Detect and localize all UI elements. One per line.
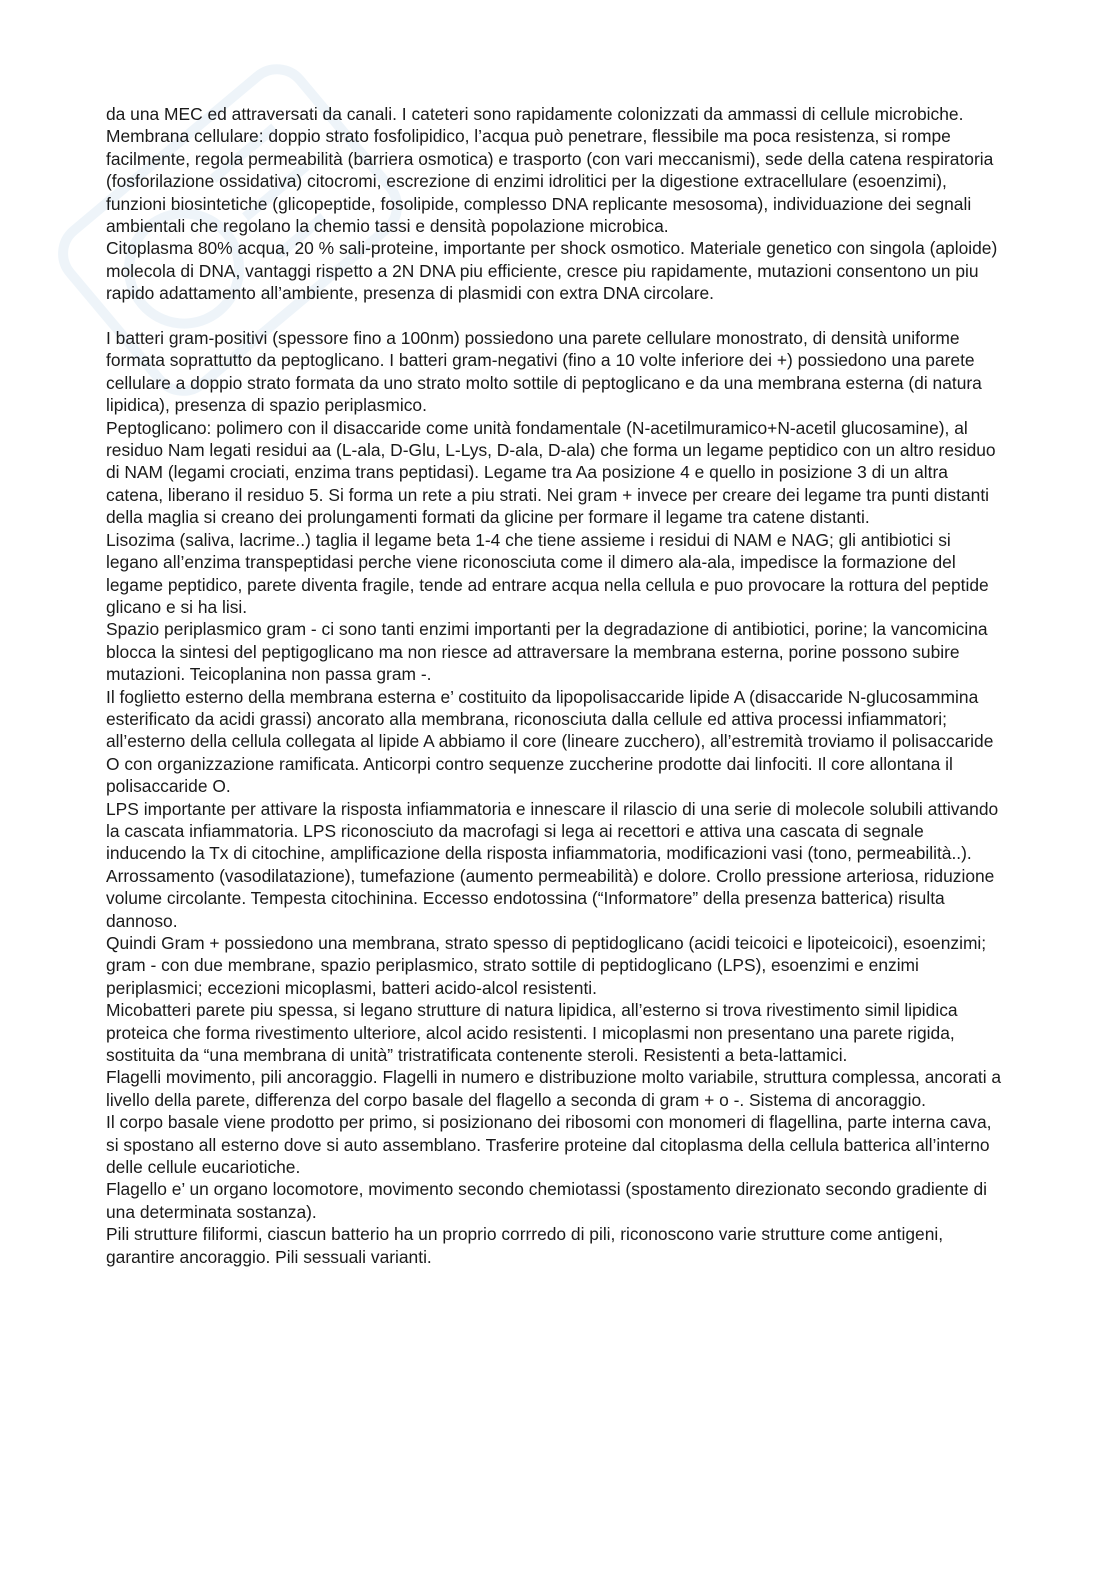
paragraph-lisozima: Lisozima (saliva, lacrime..) taglia il legame beta 1-4 che tiene assieme i residui di NAM e NAG; gli antibiotici si legano all’enzima transpeptidasi perche viene riconosciuta come il dimero ala-ala, impedisce la formazione del legame peptidico, parete diventa fragile, tende ad entrare acqua nella cellula e puo provocare la rottura del peptide glicano e si ha lisi.: [106, 529, 989, 617]
paragraph-peptoglicano: Peptoglicano: polimero con il disaccaride come unità fondamentale (N-acetilmuramico+N-acetil glucosamine), al residuo Nam legati residui aa (L-ala, D-Glu, L-Lys, D-ala, D-ala) che forma un legame peptidico con un altro residuo di NAM (legami crociati, enzima trans peptidasi). Legame tra Aa posizione 4 e quello in posizione 3 di un altra catena, liberano il residuo 5. Si forma un rete a piu strati. Nei gram + invece per creare dei legame tra punti distanti della maglia si creano dei prolungamenti formati da glicine per formare il legame tra catene distanti.: [106, 417, 996, 528]
paragraph-spazio-periplasmico: Spazio periplasmico gram - ci sono tanti enzimi importanti per la degradazione di antibiotici, porine; la vancomicina blocca la sintesi del peptigoglicano ma non riesce ad attraversare la membrana esterna, porine possono subire mutazioni. Teicoplanina non passa gram -.: [106, 619, 988, 685]
paragraph-gram: I batteri gram-positivi (spessore fino a 100nm) possiedono una parete cellulare monostrato, di densità uniforme formata soprattutto da peptoglicano. I batteri gram-negativi (fino a 10 volte inferiore dei +) possiedono una parete cellulare a doppio strato formata da uno strato molto sottile di peptoglicano e da una membrana esterna (di natura lipidica), presenza di spazio periplasmico.: [106, 328, 982, 416]
paragraph-membrana: Membrana cellulare: doppio strato fosfolipidico, l’acqua può penetrare, flessibile ma poca resistenza, si rompe facilmente, regola permeabilità (barriera osmotica) e trasporto (con vari meccanismi), sede della catena respiratoria (fosforilazione ossidativa) citocromi, escrezione di enzimi idrolitici per la digestione extracellulare (esoenzimi), funzioni biosintetiche (glicopeptide, fosolipide, complesso DNA replicante mesosoma), individuazione dei segnali ambientali che regolano la chemio tassi e densità popolazione microbica.: [106, 126, 994, 237]
paragraph-foglietto-esterno: Il foglietto esterno della membrana esterna e’ costituito da lipopolisaccaride lipide A (disaccaride N-glucosammina esterificato da acidi grassi) ancorato alla membrana, riconosciuta dalla cellule ed attiva processi infiammatori; all’esterno della cellula collegata al lipide A abbiamo il core (lineare zucchero), all’estremità troviamo il polisaccaride O con organizzazione ramificata. Anticorpi contro sequenze zuccherine prodotte dai linfociti. Il core allontana il polisaccaride O.: [106, 686, 994, 797]
paragraph-citoplasma: Citoplasma 80% acqua, 20 % sali-proteine, importante per shock osmotico. Materiale genetico con singola (aploide) molecola di DNA, vantaggi rispetto a 2N DNA piu efficiente, cresce piu rapidamente, mutazioni consentono un piu rapido adattamento all’ambiente, presenza di plasmidi con extra DNA circolare.: [106, 238, 998, 304]
paragraph-flagelli: Flagelli movimento, pili ancoraggio. Flagelli in numero e distribuzione molto variabile, struttura complessa, ancorati a livello della parete, differenza del corpo basale del flagello a seconda di gram + o -. Sistema di ancoraggio.: [106, 1067, 1002, 1110]
paragraph-flagello-locomotore: Flagello e’ un organo locomotore, movimento secondo chemiotassi (spostamento direzionato secondo gradiente di una determinata sostanza).: [106, 1179, 987, 1222]
paragraph-quindi-gram: Quindi Gram + possiedono una membrana, strato spesso di peptidoglicano (acidi teicoici e lipoteicoici), esoenzimi; gram - con due membrane, spazio periplasmico, strato sottile di peptidoglicano (LPS), esoenzimi e enzimi periplasmici; eccezioni micoplasmi, batteri acido-alcol resistenti.: [106, 933, 987, 998]
paragraph-lps: LPS importante per attivare la risposta infiammatoria e innescare il rilascio di una serie di molecole solubili attivando la cascata infiammatoria. LPS riconosciuto da macrofagi si lega ai recettori e attiva una cascata di segnale inducendo la Tx di citochine, amplificazione della risposta infiammatoria, modificazioni vasi (tono, permeabilità..). Arrossamento (vasodilatazione), tumefazione (aumento permeabilità) e dolore. Crollo pressione arteriosa, riduzione volume circolante. Tempesta citochinina. Eccesso endotossina (“Informatore” della presenza batterica) risulta dannoso.: [106, 798, 999, 931]
document-page: [106, 103, 1006, 1268]
paragraph-pili: Pili strutture filiformi, ciascun batterio ha un proprio corrredo di pili, riconoscono varie strutture come antigeni, garantire ancoraggio. Pili sessuali varianti.: [106, 1224, 944, 1267]
paragraph-micobatteri: Micobatteri parete piu spessa, si legano strutture di natura lipidica, all’esterno si trova rivestimento simil lipidica proteica che forma rivestimento ulteriore, alcol acido resistenti. I micoplasmi non presentano una parete rigida, sostituita da “una membrana di unità” tristratificata contenente steroli. Resistenti a beta-lattamici.: [106, 1000, 958, 1066]
paragraph-mec: da una MEC ed attraversati da canali. I cateteri sono rapidamente colonizzati da ammassi di cellule microbiche.: [106, 104, 964, 124]
paragraph-corpo-basale: Il corpo basale viene prodotto per primo, si posizionano dei ribosomi con monomeri di flagellina, parte interna cava, si spostano all esterno dove si auto assemblano. Trasferire proteine dal citoplasma della cellula batterica all’interno delle cellule eucariotiche.: [106, 1112, 992, 1178]
paragraph-gap: [106, 305, 1006, 327]
